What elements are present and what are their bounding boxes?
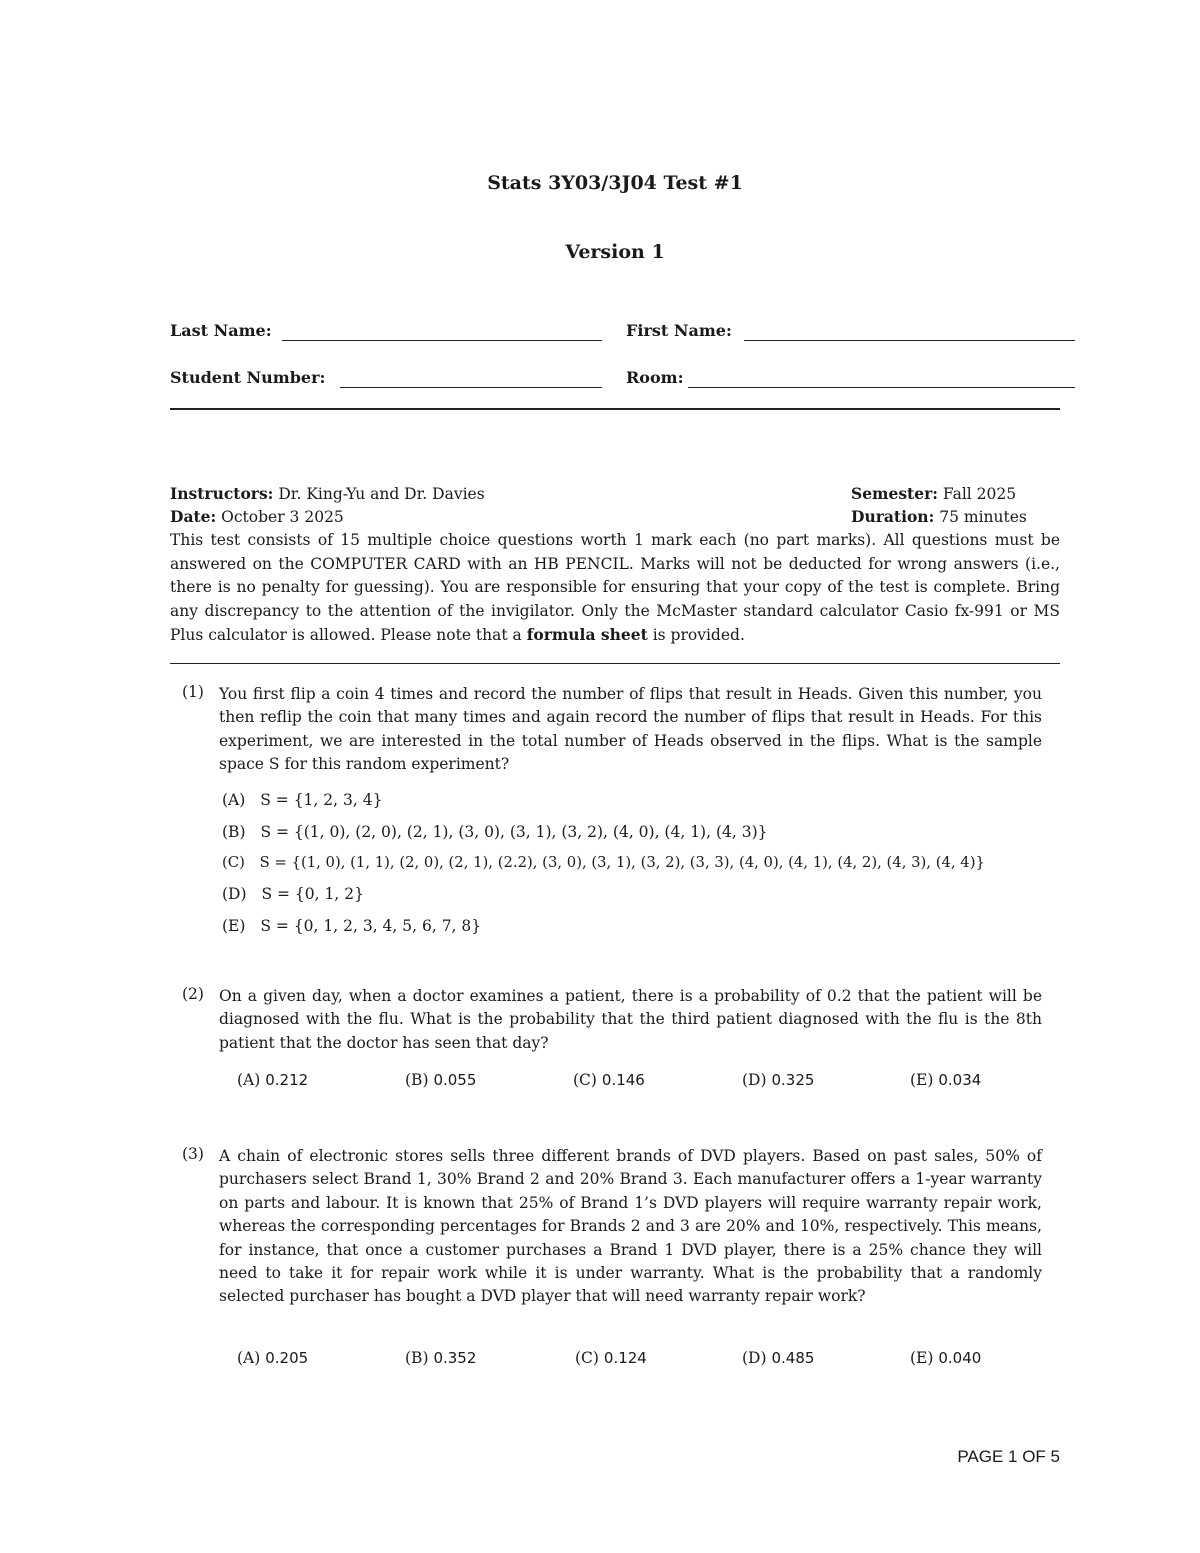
answer-value: 0.034 — [938, 1071, 982, 1089]
answer-value: 0.352 — [433, 1349, 477, 1367]
date-value: October 3 2025 — [221, 508, 344, 526]
option-c[interactable] — [222, 854, 985, 871]
date-line — [170, 506, 344, 528]
answer-label: (E) — [910, 1071, 934, 1089]
answer-b[interactable] — [405, 1071, 476, 1089]
answer-value: 0.205 — [265, 1349, 309, 1367]
semester-line — [851, 483, 1016, 505]
instructions-bold: formula sheet — [526, 625, 648, 645]
duration-label: Duration: — [851, 507, 935, 526]
question-1 — [182, 683, 1062, 953]
answer-d[interactable] — [742, 1349, 814, 1367]
option-text: S = {(1, 0), (1, 1), (2, 0), (2, 1), (2.2), (3, 0), (3, 1), (3, 2), (3, 3), (4, 0), (4, 1), (4, 2), (4, 3), (4, 4)} — [259, 854, 985, 871]
answer-label: (D) — [742, 1349, 767, 1367]
instructors-line — [170, 483, 485, 505]
question-number: (1) — [182, 683, 204, 701]
option-label: (D) — [222, 885, 247, 903]
first-name-field[interactable] — [744, 340, 1075, 341]
question-3 — [182, 1145, 1062, 1385]
semester-value: Fall 2025 — [942, 485, 1017, 503]
answer-label: (B) — [405, 1349, 429, 1367]
question-number: (2) — [182, 985, 204, 1003]
answer-label: (A) — [237, 1071, 261, 1089]
first-name-label: First Name: — [626, 321, 732, 340]
answer-label: (E) — [910, 1349, 934, 1367]
option-label: (A) — [222, 791, 246, 809]
instructors-label: Instructors: — [170, 484, 274, 503]
instructions-text: This test consists of 15 multiple choice questions worth 1 mark each (no part marks). All questions must be answered on the COMPUTER CARD with an HB PENCIL. Marks will not be deducted for wrong answers (i.e., there is no penalty for guessing). You are responsible for ensuring that your copy of the test is complete. Bring any discrepancy to the attention of the invigilator. Only the McMaster standard calculator Casio fx-991 or MS Plus calculator is allowed. Please note that a — [170, 531, 1060, 645]
instructors-value: Dr. King-Yu and Dr. Davies — [278, 485, 485, 503]
answer-a[interactable] — [237, 1349, 308, 1367]
question-2 — [182, 985, 1062, 1105]
option-text: S = {1, 2, 3, 4} — [260, 791, 383, 809]
question-text: You first flip a coin 4 times and record the number of flips that result in Heads. Given this number, you then reflip the coin that many times and again record the number of flips that result in Heads. For this experiment, we are interested in the total number of Heads observed in the flips. What is the sample space S for this random experiment? — [219, 685, 1042, 774]
option-a[interactable] — [222, 791, 382, 809]
date-label: Date: — [170, 507, 217, 526]
option-d[interactable] — [222, 885, 364, 903]
room-field[interactable] — [688, 387, 1075, 388]
page-number: PAGE 1 OF 5 — [957, 1447, 1060, 1466]
option-text: S = {(1, 0), (2, 0), (2, 1), (3, 0), (3, 1), (3, 2), (4, 0), (4, 1), (4, 3)} — [260, 823, 768, 841]
divider — [170, 408, 1060, 410]
question-text: A chain of electronic stores sells three different brands of DVD players. Based on past sales, 50% of purchasers select Brand 1, 30% Brand 2 and 20% Brand 3. Each manufacturer offers a 1-year warranty on parts and labour. It is known that 25% of Brand 1’s DVD players will require warranty repair work, whereas the corresponding percentages for Brands 2 and 3 are 20% and 10%, respectively. This means, for instance, that once a customer purchases a Brand 1 DVD player, there is a 25% chance they will need to take it for repair work while it is under warranty. What is the probability that a randomly selected purchaser has bought a DVD player that will need warranty repair work? — [219, 1147, 1042, 1306]
option-label: (C) — [222, 854, 245, 871]
answer-a[interactable] — [237, 1071, 308, 1089]
test-title: Stats 3Y03/3J04 Test #1 — [487, 172, 743, 194]
answer-value: 0.325 — [771, 1071, 815, 1089]
option-text: S = {0, 1, 2} — [261, 885, 364, 903]
answer-e[interactable] — [910, 1071, 981, 1089]
answer-value: 0.055 — [433, 1071, 477, 1089]
last-name-label: Last Name: — [170, 321, 272, 340]
option-text: S = {0, 1, 2, 3, 4, 5, 6, 7, 8} — [260, 917, 482, 935]
answer-label: (B) — [405, 1071, 429, 1089]
answer-b[interactable] — [405, 1349, 476, 1367]
instructions-text-end: is provided. — [647, 626, 745, 645]
answer-c[interactable] — [575, 1349, 647, 1367]
answer-d[interactable] — [742, 1071, 814, 1089]
semester-label: Semester: — [851, 484, 938, 503]
answer-label: (C) — [575, 1349, 599, 1367]
answer-e[interactable] — [910, 1349, 981, 1367]
room-label: Room: — [626, 368, 684, 387]
student-number-label: Student Number: — [170, 368, 326, 387]
answer-value: 0.485 — [771, 1349, 815, 1367]
option-label: (E) — [222, 917, 246, 935]
question-number: (3) — [182, 1145, 204, 1163]
duration-line — [851, 506, 1027, 528]
duration-value: 75 minutes — [939, 508, 1027, 526]
answer-value: 0.146 — [601, 1071, 645, 1089]
answer-label: (A) — [237, 1349, 261, 1367]
answer-label: (C) — [573, 1071, 597, 1089]
answer-value: 0.212 — [265, 1071, 309, 1089]
option-label: (B) — [222, 823, 246, 841]
answer-value: 0.040 — [938, 1349, 982, 1367]
divider — [170, 663, 1060, 664]
instructions-paragraph — [170, 529, 1060, 648]
last-name-field[interactable] — [282, 340, 602, 341]
option-e[interactable] — [222, 917, 481, 935]
option-b[interactable] — [222, 823, 768, 841]
answer-value: 0.124 — [603, 1349, 647, 1367]
answer-label: (D) — [742, 1071, 767, 1089]
answer-c[interactable] — [573, 1071, 645, 1089]
question-text: On a given day, when a doctor examines a patient, there is a probability of 0.2 that the patient will be diagnosed with the flu. What is the probability that the third patient diagnosed with the flu is the 8th patient that the doctor has seen that day? — [219, 987, 1042, 1052]
version-label: Version 1 — [565, 241, 665, 263]
student-number-field[interactable] — [340, 387, 602, 388]
